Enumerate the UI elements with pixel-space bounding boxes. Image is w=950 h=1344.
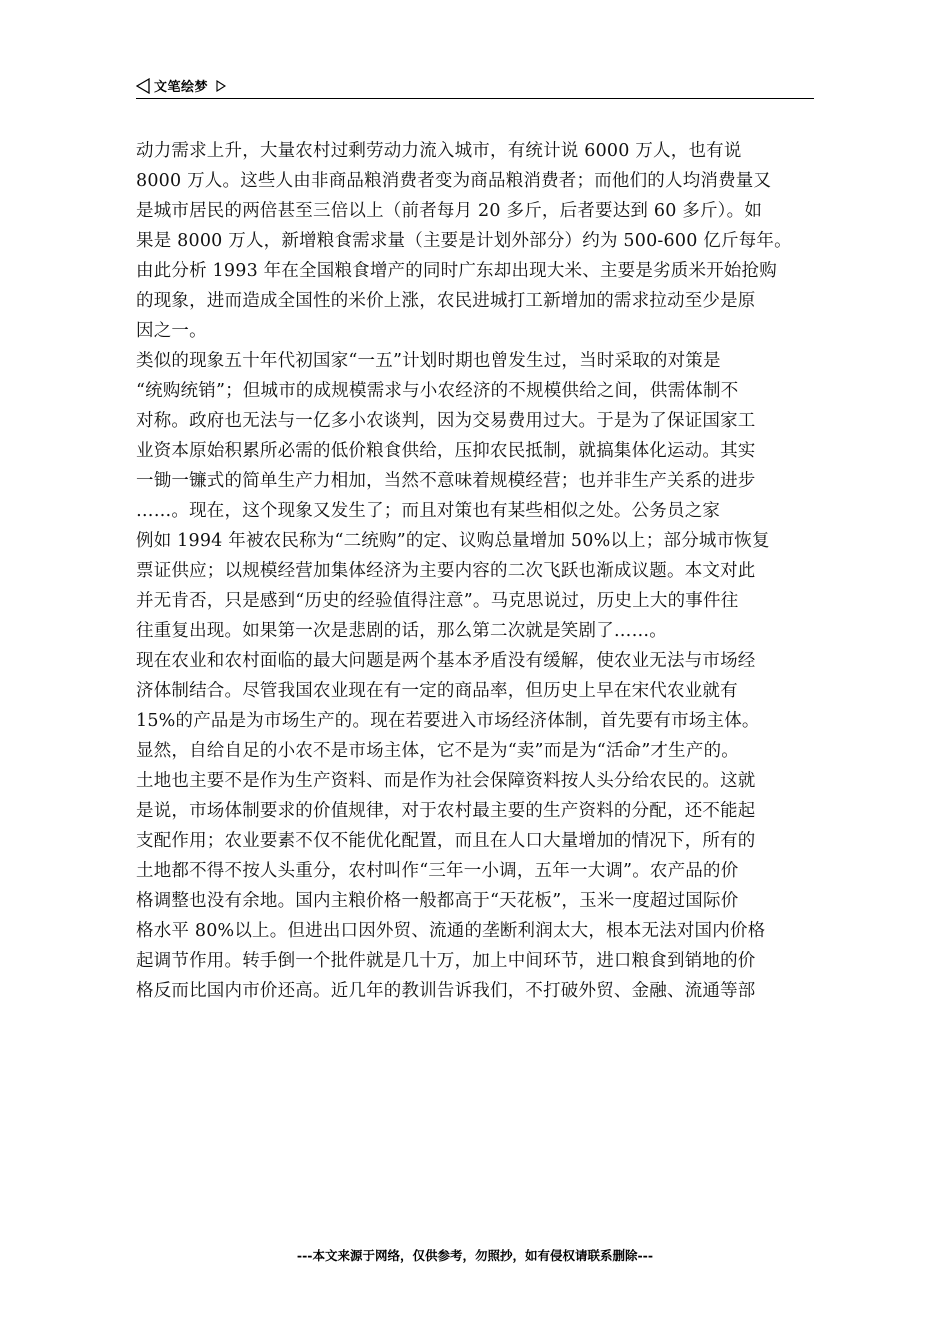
text-line: 格调整也没有余地。国内主粮价格一般都高于“天花板”，玉米一度超过国际价 xyxy=(136,891,739,911)
text-line: 例如 1994 年被农民称为“二统购”的定、议购总量增加 50%以上；部分城市恢复 xyxy=(136,531,770,551)
text-line: 类似的现象五十年代初国家“一五”计划时期也曾发生过，当时采取的对策是 xyxy=(136,351,721,371)
header-brand xyxy=(136,76,226,95)
document-body xyxy=(136,136,816,1006)
text-line: 支配作用；农业要素不仅不能优化配置，而且在人口大量增加的情况下，所有的 xyxy=(136,831,756,851)
text-line: 由此分析 1993 年在全国粮食增产的同时广东却出现大米、主要是劣质米开始抢购 xyxy=(136,261,777,281)
text-line: 业资本原始积累所必需的低价粮食供给，压抑农民抵制，就搞集体化运动。其实 xyxy=(136,441,756,461)
text-line: 显然，自给自足的小农不是市场主体，它不是为“卖”而是为“活命”才生产的。 xyxy=(136,741,739,761)
text-line: 的现象，进而造成全国性的米价上涨，农民进城打工新增加的需求拉动至少是原 xyxy=(136,291,756,311)
text-line: 8000 万人。这些人由非商品粮消费者变为商品粮消费者；而他们的人均消费量又 xyxy=(136,171,772,191)
brand-name: 文笔绘梦 xyxy=(154,80,209,95)
triangle-left-icon xyxy=(136,78,150,94)
text-line: 果是 8000 万人，新增粮食需求量（主要是计划外部分）约为 500-600 亿斤每年。 xyxy=(136,231,792,251)
text-line: ……。现在，这个现象又发生了；而且对策也有某些相似之处。公务员之家 xyxy=(136,501,721,521)
text-line: 往重复出现。如果第一次是悲剧的话，那么第二次就是笑剧了……。 xyxy=(136,621,667,641)
text-line: 并无肯否，只是感到“历史的经验值得注意”。马克思说过，历史上大的事件往 xyxy=(136,591,739,611)
text-line: 现在农业和农村面临的最大问题是两个基本矛盾没有缓解，使农业无法与市场经 xyxy=(136,651,756,671)
text-line: 起调节作用。转手倒一个批件就是几十万，加上中间环节，进口粮食到销地的价 xyxy=(136,951,756,971)
text-line: 是说，市场体制要求的价值规律，对于农村最主要的生产资料的分配，还不能起 xyxy=(136,801,756,821)
text-line: “统购统销”；但城市的成规模需求与小农经济的不规模供给之间，供需体制不 xyxy=(136,381,739,401)
text-line: 格反而比国内市价还高。近几年的教训告诉我们，不打破外贸、金融、流通等部 xyxy=(136,981,756,1001)
page-header xyxy=(136,74,814,99)
text-line: 因之一。 xyxy=(136,321,207,341)
text-line: 一锄一镰式的简单生产力相加，当然不意味着规模经营；也并非生产关系的进步 xyxy=(136,471,756,491)
text-line: 土地也主要不是作为生产资料、而是作为社会保障资料按人头分给农民的。这就 xyxy=(136,771,756,791)
text-line: 格水平 80%以上。但进出口因外贸、流通的垄断利润太大，根本无法对国内价格 xyxy=(136,921,766,941)
footer-notice: ---本文来源于网络，仅供参考，勿照抄，如有侵权请联系删除--- xyxy=(296,1248,654,1263)
text-line: 对称。政府也无法与一亿多小农谈判，因为交易费用过大。于是为了保证国家工 xyxy=(136,411,756,431)
text-line: 是城市居民的两倍甚至三倍以上（前者每月 20 多斤，后者要达到 60 多斤）。如 xyxy=(136,201,763,221)
triangle-right-icon xyxy=(216,80,226,92)
text-line: 土地都不得不按人头重分，农村叫作“三年一小调，五年一大调”。农产品的价 xyxy=(136,861,739,881)
text-line: 票证供应；以规模经营加集体经济为主要内容的二次飞跃也渐成议题。本文对此 xyxy=(136,561,756,581)
text-line: 动力需求上升，大量农村过剩劳动力流入城市，有统计说 6000 万人，也有说 xyxy=(136,141,742,161)
text-line: 济体制结合。尽管我国农业现在有一定的商品率，但历史上早在宋代农业就有 xyxy=(136,681,738,701)
text-line: 15%的产品是为市场生产的。现在若要进入市场经济体制，首先要有市场主体。 xyxy=(136,711,760,731)
